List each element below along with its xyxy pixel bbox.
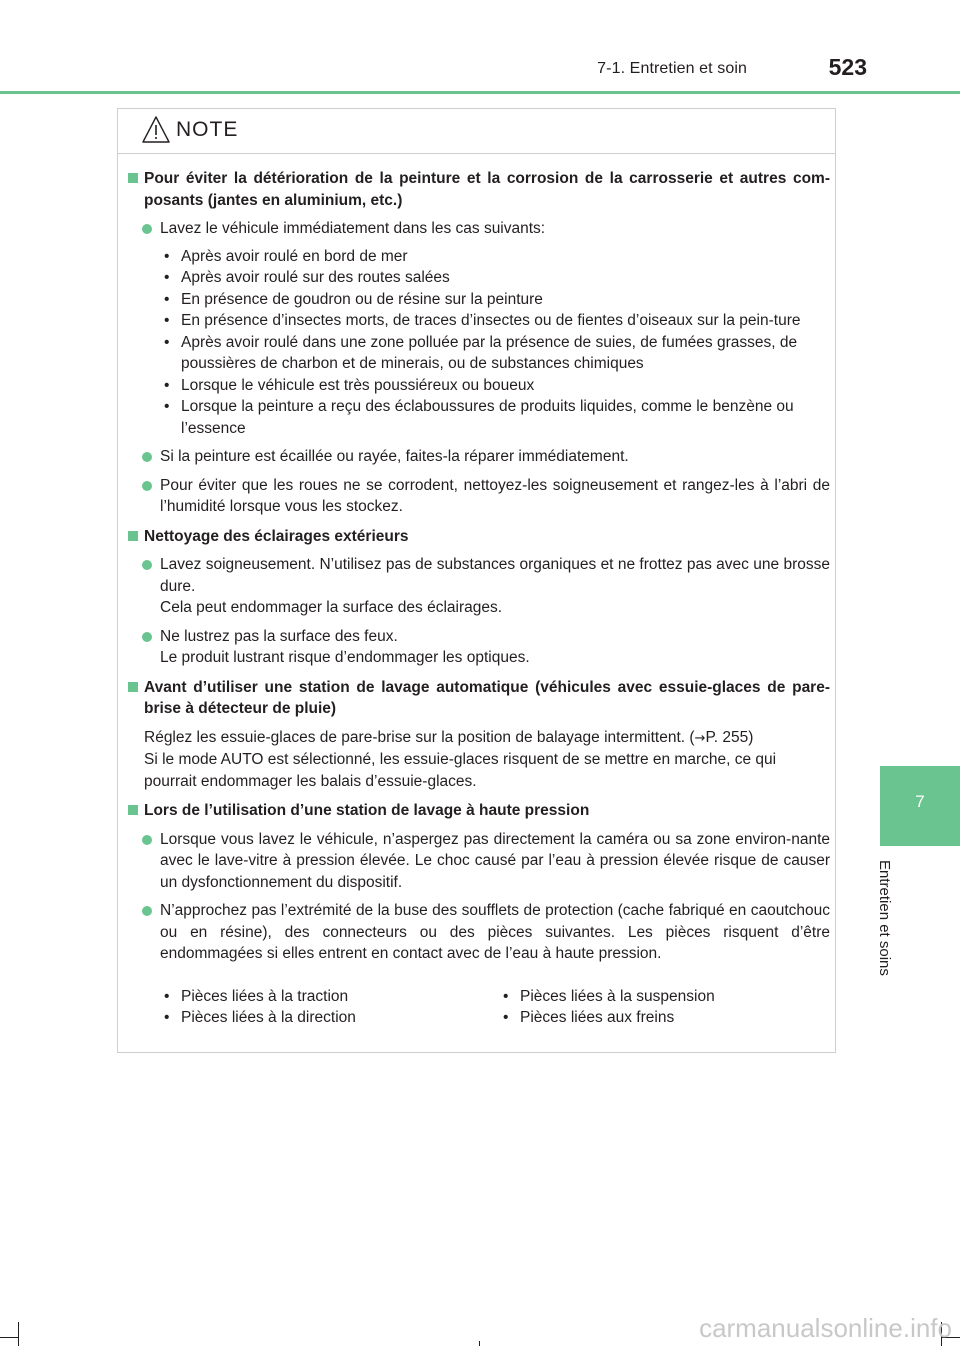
- para-text: Réglez les essuie-glaces de pare-brise sur la position de balayage intermittent. (: [144, 728, 695, 746]
- list-item: [126, 626, 830, 669]
- bullet-item: • Après avoir roulé en bord de mer: [126, 246, 830, 268]
- paragraph: [126, 727, 830, 793]
- crop-mark: [479, 1341, 480, 1346]
- bullet-item: • En présence de goudron ou de résine sur la peinture: [126, 289, 830, 311]
- page-reference-link[interactable]: P. 255): [705, 728, 754, 746]
- bullet-item: • Pièces liées à la direction: [126, 1007, 465, 1029]
- list-item: N’approchez pas l’extrémité de la buse des soufflets de protection (cache fabriqué en caoutchouc ou en résine), des connecteurs ou des pièces suivantes. Les pièces risquent d’être endommagées si elles entrent en contact avec de l’eau à haute pression.: [126, 900, 830, 965]
- list-item: [126, 554, 830, 619]
- list-item: Si la peinture est écaillée ou rayée, faites-la réparer immédiatement.: [126, 446, 830, 468]
- bullet-item: • Pièces liées à la traction: [126, 986, 465, 1008]
- header-rule: [0, 91, 960, 94]
- chapter-number: 7: [915, 792, 925, 811]
- bullet-item: • Après avoir roulé sur des routes salées: [126, 267, 830, 289]
- watermark: carmanualsonline.info: [699, 1313, 952, 1343]
- bullet-list-right: [465, 986, 804, 1029]
- bullet-item: • En présence d’insectes morts, de traces d’insectes ou de fientes d’oiseaux sur la pein-ture: [126, 310, 830, 332]
- list-item: Lorsque vous lavez le véhicule, n’aspergez pas directement la caméra ou sa zone environ-nante avec le lave-vitre à pression élevée. Le choc causé par l’eau à pression élevée risque de causer un dysfonctionnement du dispositif.: [126, 829, 830, 894]
- section-title: 7-1. Entretien et soin: [597, 60, 747, 77]
- bullet-item: • Après avoir roulé dans une zone polluée par la présence de suies, de fumées grasses, de poussières de charbon et de minerais, ou de substances chimiques: [126, 332, 830, 375]
- chapter-label-text: Entretien et soins: [876, 860, 893, 976]
- paragraph-line: Si le mode AUTO est sélectionné, les essuie-glaces risquent de se mettre en marche, ce qui pourrait endommager les balais d’essuie-glaces.: [144, 751, 777, 790]
- note-box: [117, 108, 836, 1053]
- section-heading: Pour éviter la détérioration de la peinture et la corrosion de la carrosserie et autres com-posants (jantes en aluminium, etc.): [126, 168, 830, 211]
- item-text: Le produit lustrant risque d’endommager les optiques.: [160, 649, 530, 666]
- bullet-item: • Pièces liées aux freins: [465, 1007, 804, 1029]
- note-title: NOTE: [176, 118, 239, 141]
- bullet-list: [126, 246, 830, 440]
- bullet-item: • Lorsque le véhicule est très poussiéreux ou boueux: [126, 375, 830, 397]
- item-text: Ne lustrez pas la surface des feux.: [160, 627, 398, 645]
- bullet-item: • Pièces liées à la suspension: [465, 986, 804, 1008]
- item-text: Lavez soigneusement. N’utilisez pas de substances organiques et ne frottez pas avec une brosse dure.: [160, 556, 830, 595]
- warning-icon: [141, 115, 171, 145]
- section-heading: Lors de l’utilisation d’une station de lavage à haute pression: [126, 800, 830, 822]
- section-heading: Avant d’utiliser une station de lavage automatique (véhicules avec essuie-glaces de pare-brise à détecteur de pluie): [126, 677, 830, 720]
- item-text: Cela peut endommager la surface des éclairages.: [160, 599, 503, 616]
- chapter-tab: [880, 766, 960, 846]
- bullet-item: • Lorsque la peinture a reçu des éclaboussures de produits liquides, comme le benzène ou l’essence: [126, 396, 830, 439]
- arrow-icon: →: [694, 730, 706, 746]
- parts-columns: [126, 986, 830, 1029]
- note-content: [126, 168, 830, 1029]
- crop-mark: [18, 1322, 19, 1346]
- paragraph-line: [144, 727, 830, 750]
- list-item: Lavez le véhicule immédiatement dans les cas suivants:: [126, 218, 830, 240]
- bullet-list-left: [126, 986, 465, 1029]
- section-heading: Nettoyage des éclairages extérieurs: [126, 526, 830, 548]
- page-number: 523: [828, 54, 867, 80]
- crop-mark: [0, 1337, 18, 1338]
- list-item: Pour éviter que les roues ne se corrodent, nettoyez-les soigneusement et rangez-les à l’abri de l’humidité lorsque vous les stockez.: [126, 475, 830, 518]
- note-header: [118, 109, 835, 154]
- page-header: [0, 0, 960, 95]
